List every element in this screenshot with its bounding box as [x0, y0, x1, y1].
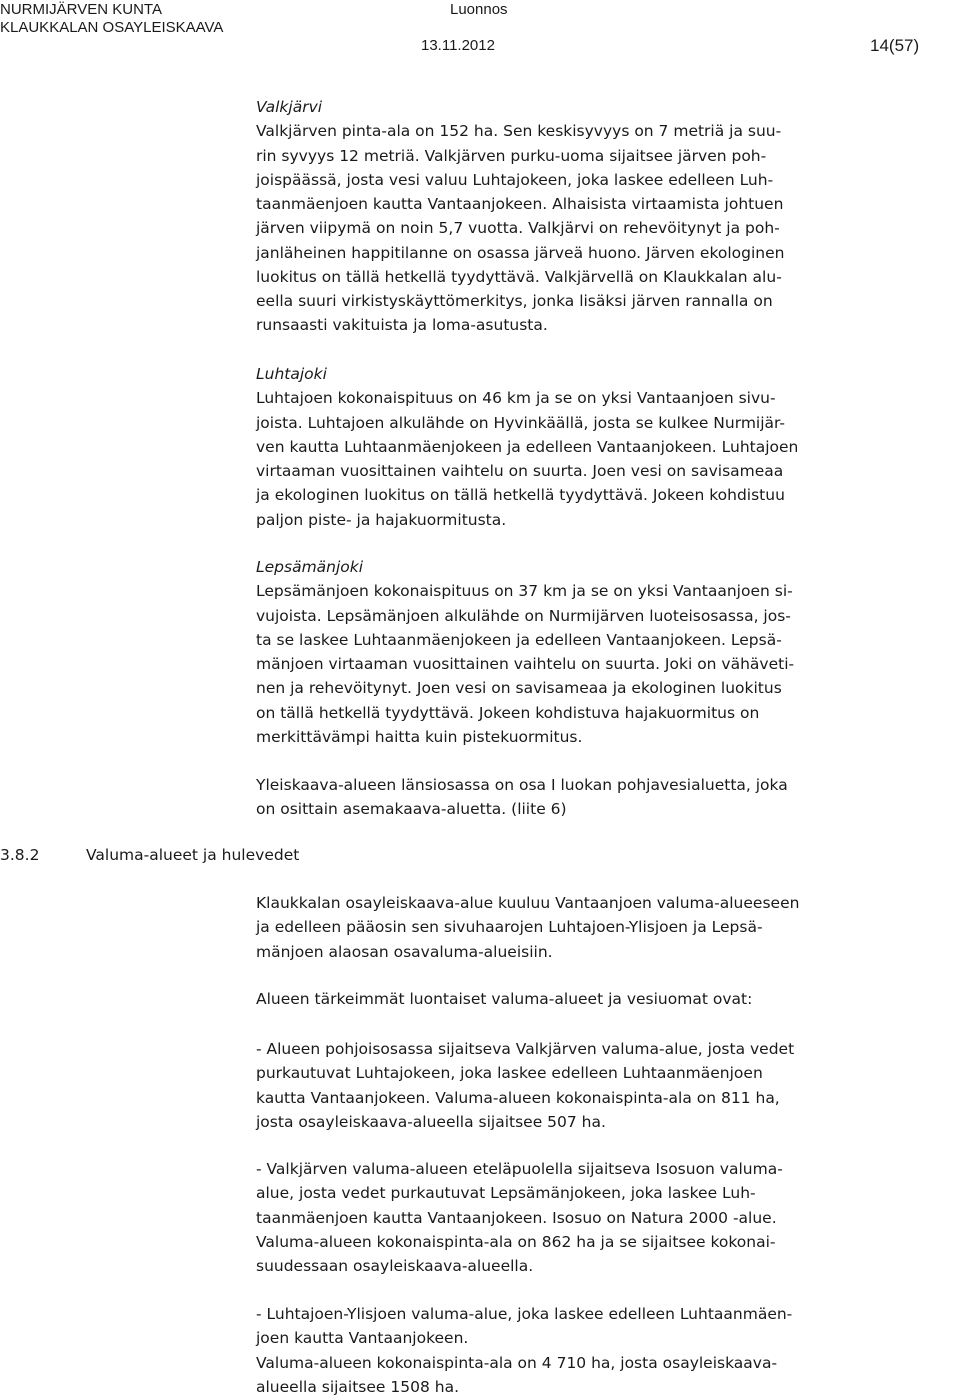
- section-heading-382: [0, 843, 299, 867]
- section-valkjarvi: [256, 95, 960, 338]
- list-item: [256, 1302, 960, 1399]
- section-number: 3.8.2: [0, 846, 40, 864]
- section-heading-valkjarvi: Valkjärvi: [256, 98, 323, 116]
- list-item: [256, 1157, 960, 1278]
- document-status: Luonnos: [450, 1, 508, 18]
- section-382-list-intro: [256, 987, 960, 1011]
- groundwater-text: Yleiskaava-alueen länsiosassa on osa I luokan pohjavesialuetta, joka on osittain asemakaava-aluetta. (liite 6): [256, 776, 788, 819]
- section-lepsamanjoki: [256, 555, 960, 749]
- organization-name: NURMIJÄRVEN KUNTA: [0, 1, 162, 18]
- section-title: Valuma-alueet ja hulevedet: [86, 846, 300, 864]
- section-382-intro: [256, 891, 960, 964]
- list-item-isosuo-catchment: - Valkjärven valuma-alueen eteläpuolella sijaitseva Isosuon valuma- alue, josta vedet purkautuvat Lepsämänjokeen, joka laskee Luh- taanmäenjoen kautta Vantaanjokeen. Isosuo on Natura 2000 -alue. Valuma-alueen kokonaispinta-ala on 862 ha ja se sijaitsee kokonai- suudessaan osayleiskaava-alueella.: [256, 1160, 783, 1275]
- list-intro-text: Alueen tärkeimmät luontaiset valuma-alueet ja vesiuomat ovat:: [256, 990, 753, 1008]
- section-text-valkjarvi: Valkjärven pinta-ala on 152 ha. Sen keskisyvyys on 7 metriä ja suu- rin syvyys 12 metriä. Valkjärven purku-uoma sijaitsee järven poh- joispäässä, josta vesi valuu Luhtajokeen, joka laskee edelleen Luh- taanmäenjoen kautta Vantaanjokeen. Alhaisista virtaamista johtuen järven viipymä on noin 5,7 vuotta. Valkjärvi on rehevöitynyt ja poh- janläheinen happitilanne on osassa järveä huono. Järven ekologinen luokitus on tällä hetkellä tyydyttävä. Valkjärvellä on Klaukkalan alu- eella suuri virkistyskäyttömerkitys, jonka lisäksi järven rannalla on runsaasti vakituista ja loma-asutusta.: [256, 122, 785, 335]
- section-text-lepsamanjoki: Lepsämänjoen kokonaispituus on 37 km ja se on yksi Vantaanjoen si- vujoista. Lepsämänjoen alkulähde on Nurmijärven luoteisosassa, jos- ta se laskee Luhtaanmäenjokeen ja edelleen Vantaanjokeen. Lepsä- mänjoen virtaaman vuosittainen vaihtelu on suurta. Joki on vähäveti- nen ja rehevöitynyt. Joen vesi on savisameaa ja ekologinen luokitus on tällä hetkellä tyydyttävä. Jokeen kohdistuva hajakuormitus on merkittävämpi haitta kuin pistekuormitus.: [256, 582, 795, 746]
- groundwater-paragraph: [256, 773, 960, 822]
- list-item-valkjarvi-catchment: - Alueen pohjoisosassa sijaitseva Valkjärven valuma-alue, josta vedet purkautuvat Luhtajokeen, joka laskee edelleen Luhtaanmäenjoen kautta Vantaanjokeen. Valuma-alueen kokonaispinta-ala on 811 ha, josta osayleiskaava-alueella sijaitsee 507 ha.: [256, 1040, 795, 1131]
- section-luhtajoki: [256, 362, 960, 532]
- plan-name: KLAUKKALAN OSAYLEISKAAVA: [0, 19, 224, 36]
- section-heading-lepsamanjoki: Lepsämänjoki: [256, 558, 364, 576]
- section-text-luhtajoki: Luhtajoen kokonaispituus on 46 km ja se on yksi Vantaanjoen sivu- joista. Luhtajoen alkulähde on Hyvinkäällä, josta se kulkee Nurmijär- ven kautta Luhtaanmäenjokeen ja edelleen Vantaanjokeen. Luhtajoen virtaaman vuosittainen vaihtelu on suurta. Joen vesi on savisameaa ja ekologinen luokitus on tällä hetkellä tyydyttävä. Jokeen kohdistuu paljon piste- ja hajakuormitusta.: [256, 389, 799, 529]
- section-382-intro-text: Klaukkalan osayleiskaava-alue kuuluu Vantaanjoen valuma-alueeseen ja edelleen pääosin sen sivuhaarojen Luhtajoen-Ylisjoen ja Lepsä- mänjoen alaosan osavaluma-alueisiin.: [256, 894, 800, 961]
- document-date: 13.11.2012: [421, 37, 495, 54]
- page-number: 14(57): [870, 36, 920, 55]
- list-item-luhtajoki-catchment: - Luhtajoen-Ylisjoen valuma-alue, joka laskee edelleen Luhtaanmäen- joen kautta Vantaanjokeen. Valuma-alueen kokonaispinta-ala on 4 710 ha, josta osayleiskaava- alueella sijaitsee 1508 ha.: [256, 1305, 793, 1396]
- list-item: [256, 1037, 960, 1134]
- section-heading-luhtajoki: Luhtajoki: [256, 365, 327, 383]
